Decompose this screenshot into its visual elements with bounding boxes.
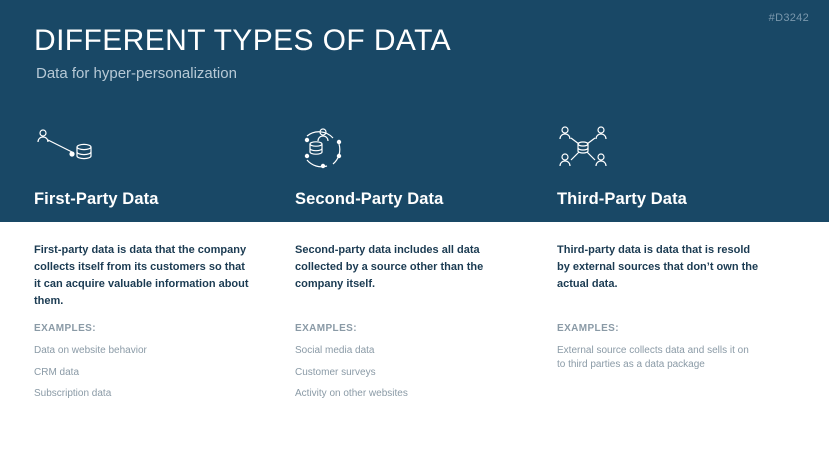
examples-list: [295, 344, 505, 409]
document-code: #D3242: [768, 12, 809, 24]
list-item: Data on website behavior: [34, 345, 147, 356]
examples-label: EXAMPLES:: [34, 323, 96, 334]
examples-list: [557, 344, 757, 379]
column-second-party: [295, 0, 555, 466]
list-item: Customer surveys: [295, 366, 376, 378]
person-to-database-icon: [34, 124, 124, 172]
column-description: Third-party data is data that is resold by external sources that don’t own the actual data.: [557, 244, 759, 291]
column-first-party: [34, 0, 294, 466]
column-description: Second-party data includes all data collected by a source other than the company itself.: [295, 244, 484, 291]
list-item: Social media data: [295, 345, 375, 356]
examples-label: EXAMPLES:: [295, 323, 357, 334]
examples-list: [34, 344, 244, 409]
column-description: First-party data is data that the company collects itself from its customers so that it can acquire valuable information about them.: [34, 244, 249, 308]
page-title: DIFFERENT TYPES OF DATA: [34, 24, 452, 57]
column-heading: First-Party Data: [34, 190, 159, 208]
people-network-hub-icon: [557, 124, 647, 172]
column-heading: Second-Party Data: [295, 190, 444, 208]
list-item: CRM data: [34, 366, 80, 378]
list-item: Activity on other websites: [295, 388, 408, 399]
list-item: External source collects data and sells it on to third parties as a data package: [557, 345, 749, 370]
column-third-party: [557, 0, 817, 466]
page-subtitle: Data for hyper-personalization: [36, 65, 237, 82]
list-item: Subscription data: [34, 388, 112, 399]
examples-label: EXAMPLES:: [557, 323, 619, 334]
database-network-circle-icon: [295, 124, 385, 172]
column-heading: Third-Party Data: [557, 190, 687, 208]
